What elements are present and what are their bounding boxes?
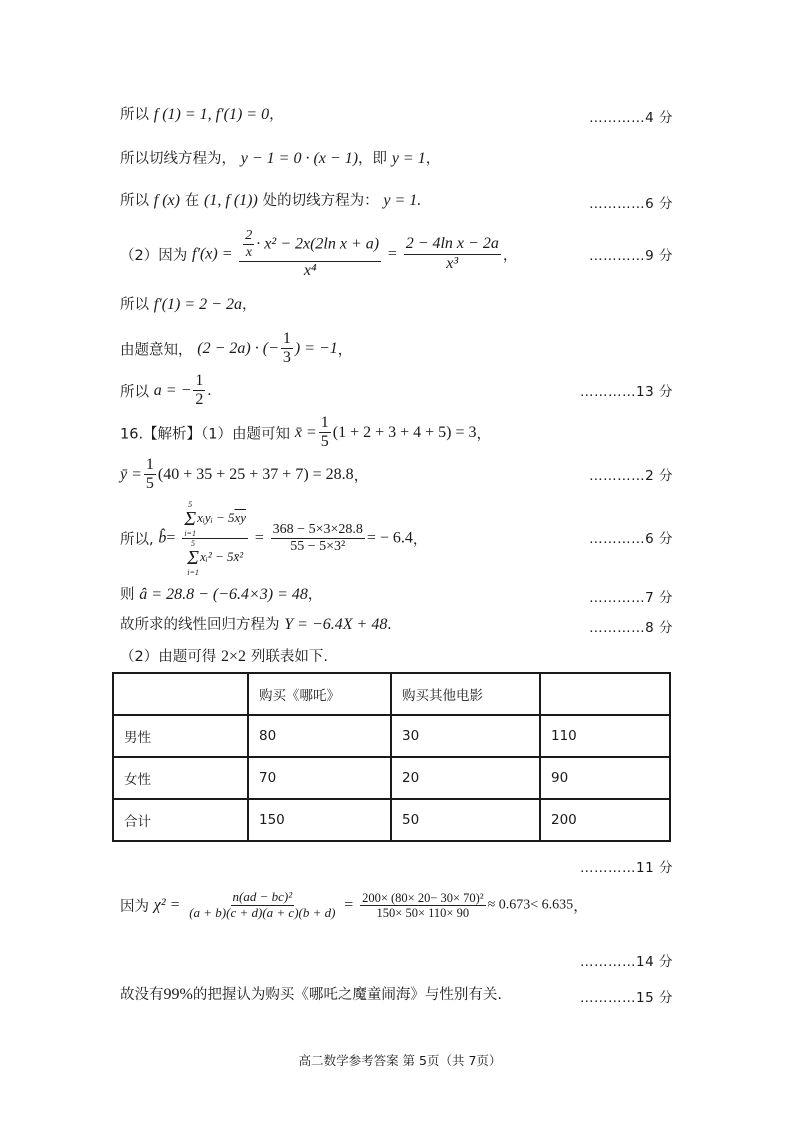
table-cell: 男性 <box>113 715 248 757</box>
line-12: 故所求的线性回归方程为 Y = −6.4X + 48. <box>120 616 392 633</box>
table-cell: 150 <box>248 799 391 841</box>
table-cell <box>113 673 248 715</box>
table-header-row <box>113 673 670 715</box>
table-cell: 90 <box>540 757 670 799</box>
line-11: 则 â = 28.8 − (−6.4×3) = 48， <box>120 586 323 603</box>
table-cell: 70 <box>248 757 391 799</box>
table-cell: 女性 <box>113 757 248 799</box>
table-cell: 200 <box>540 799 670 841</box>
score-14: …………14 分 <box>580 954 673 970</box>
line-13: （2）由题可得 2×2 列联表如下. <box>120 648 328 665</box>
page-footer: 高二数学参考答案 第 5页（共 7页） <box>298 1053 502 1068</box>
score-7: …………7 分 <box>589 590 673 606</box>
table-row <box>113 715 670 757</box>
table-cell: 购买其他电影 <box>391 673 540 715</box>
table-cell: 50 <box>391 799 540 841</box>
derivative-fraction: $\frac{2}{x}$ · x² − 2x(2ln x + a) x⁴ <box>239 228 381 281</box>
table-cell: 购买《哪吒》 <box>248 673 391 715</box>
table-row <box>113 757 670 799</box>
table-cell: 30 <box>391 715 540 757</box>
score-11: …………11 分 <box>580 860 673 876</box>
line-10-slope: 所以, b̂= 5 Σ i=1 xᵢyᵢ − $5\overline{xy}$ 5 Σ i=1 xᵢ² − 5x̄² = $\frac{368 - 5\times 3\times 28.8}{\text{55 − 5×3²}}$ = − 6.4， <box>120 500 428 577</box>
score-4: …………4 分 <box>589 110 673 126</box>
table-cell: 110 <box>540 715 670 757</box>
table-cell: 80 <box>248 715 391 757</box>
line-3: 所以 f (x) 在 (1, f (1)) 处的切线方程为： y = 1. <box>120 192 422 209</box>
line-2: 所以切线方程为， y − 1 = 0 · (x − 1)，即 y = 1， <box>120 150 441 167</box>
line-1: 所以 f (1) = 1, f′(1) = 0， <box>120 106 284 123</box>
score-8: …………8 分 <box>589 620 673 636</box>
contingency-table <box>112 672 671 842</box>
line-15-chi-square: 因为 χ² = $\frac{\text{n(ad − bc)²}}{(a + b)(c + d)(a + c)(b + d)}$ = $\frac{\text{200× (80× 20− 30× 70)²}}{150\times 50\times 110\times 90}$ ≈ 0.673< 6.635， <box>120 889 588 920</box>
table-cell <box>540 673 670 715</box>
table-row <box>113 799 670 841</box>
line-9: ȳ = $\frac{1}{5}$ (40 + 35 + 25 + 37 + 7) = 28.8， <box>120 456 369 493</box>
score-9: …………9 分 <box>589 248 673 264</box>
line-4-derivative: （2）因为 f′(x) = $\frac{2}{x}$ · x² − 2x(2ln x + a) x⁴ = $\frac{\text{2 − 4ln x − 2a}}{\text{x³}}$ ， <box>120 228 518 280</box>
line-8: 16.【解析】（1）由题可知 x̄ = $\frac{1}{5}$ (1 + 2 + 3 + 4 + 5) = 3， <box>120 414 492 451</box>
score-13: …………13 分 <box>580 384 673 400</box>
line-6: 由题意知， (2 − 2a) · (− $\frac{1}{3}$ ) = −1， <box>120 330 353 367</box>
score-15: …………15 分 <box>580 990 673 1006</box>
line-5: 所以 f′(1) = 2 − 2a， <box>120 296 257 313</box>
score-6b: …………6 分 <box>589 531 673 547</box>
line-17-conclusion: 故没有99%的把握认为购买《哪吒之魔童闹海》与性别有关. <box>120 986 502 1003</box>
table-cell: 合计 <box>113 799 248 841</box>
table-cell: 20 <box>391 757 540 799</box>
line-7: 所以 a = − $\frac{1}{2}$ . <box>120 372 212 409</box>
slope-fraction: 5 Σ i=1 xᵢyᵢ − $5\overline{xy}$ 5 Σ i=1 xᵢ² − 5x̄² <box>184 500 247 577</box>
score-6a: …………6 分 <box>589 196 673 212</box>
score-2: …………2 分 <box>589 468 673 484</box>
simplified-fraction: $\frac{\text{2 − 4ln x − 2a}}{\text{x³}}$ <box>405 235 499 272</box>
